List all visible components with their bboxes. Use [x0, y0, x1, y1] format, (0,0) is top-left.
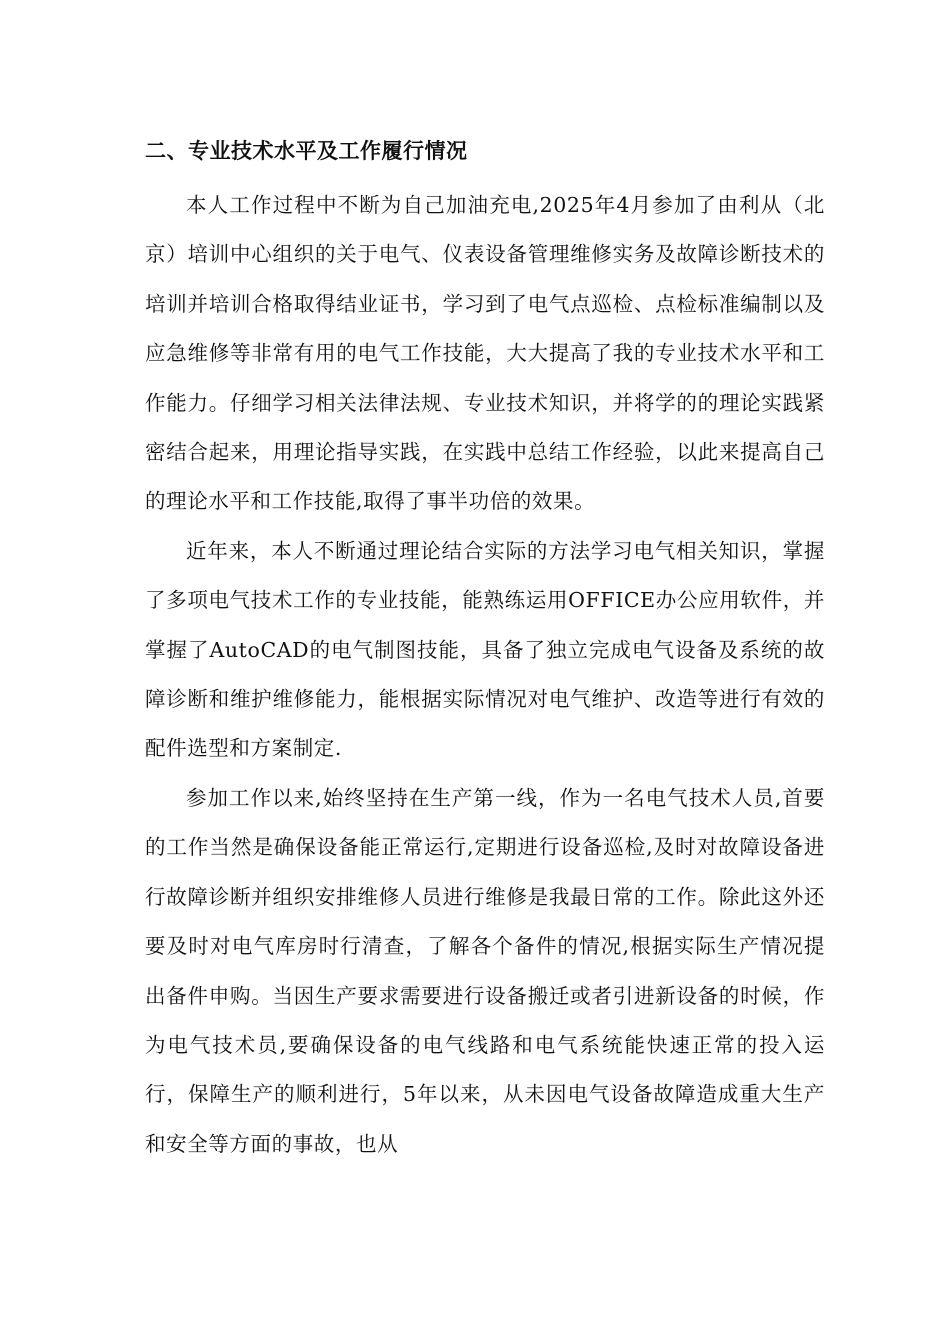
paragraph-work-duties: 参加工作以来,始终坚持在生产第一线，作为一名电气技术人员,首要的工作当然是确保设备能正常运行,定期进行设备巡检,及时对故障设备进行故障诊断并组织安排维修人员进行维修是我最日常的工作。除此这外还要及时对电气库房时行清查，了解各个备件的情况,根据实际生产情况提出备件申购。当因生产要求需要进行设备搬迁或者引进新设备的时候，作为电气技术员,要确保设备的电气线路和电气系统能快速正常的投入运行，保障生产的顺利进行，5年以来，从未因电气设备故障造成重大生产和安全等方面的事故，也从: [145, 785, 825, 1156]
paragraph-skills: 近年来，本人不断通过理论结合实际的方法学习电气相关知识，掌握了多项电气技术工作的专业技能，能熟练运用OFFICE办公应用软件，并掌握了AutoCAD的电气制图技能，具备了独立完成电气设备及系统的故障诊断和维护维修能力，能根据实际情况对电气维护、改造等进行有效的配件选型和方案制定.: [145, 538, 825, 761]
paragraph-training: 本人工作过程中不断为自己加油充电,2025年4月参加了由利从（北京）培训中心组织的关于电气、仪表设备管理维修实务及故障诊断技术的培训并培训合格取得结业证书，学习到了电气点巡检、点检标准编制以及应急维修等非常有用的电气工作技能，大大提高了我的专业技术水平和工作能力。仔细学习相关法律法规、专业技术知识，并将学的的理论实践紧密结合起来，用理论指导实践，在实践中总结工作经验，以此来提高自己的理论水平和工作技能,取得了事半功倍的效果。: [145, 193, 825, 514]
section-heading: 二、专业技术水平及工作履行情况: [145, 139, 468, 163]
document-body: [145, 132, 825, 1169]
heading-spacer: [145, 170, 825, 181]
